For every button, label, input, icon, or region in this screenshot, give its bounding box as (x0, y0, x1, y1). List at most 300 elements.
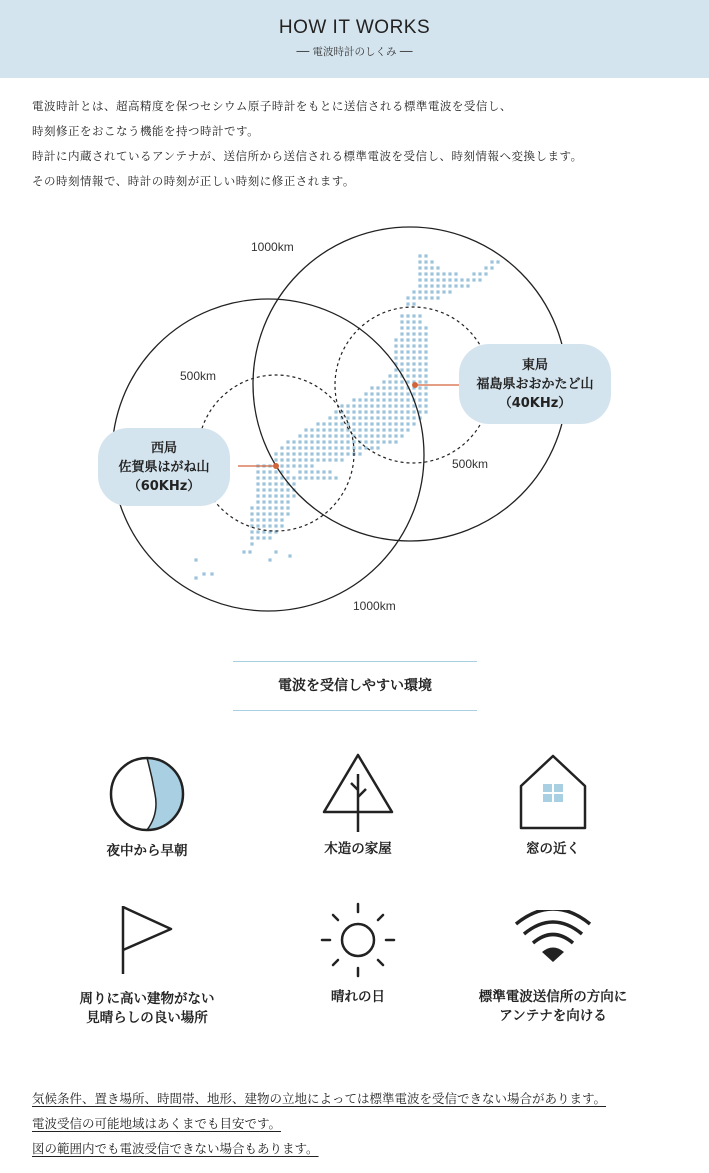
map-dot (298, 452, 301, 455)
map-dot (376, 398, 379, 401)
map-dot (352, 416, 355, 419)
map-dot (340, 458, 343, 461)
tree-icon (318, 752, 398, 834)
map-dot (262, 494, 265, 497)
map-dot (418, 356, 421, 359)
environment-item (248, 752, 468, 859)
map-dot (388, 392, 391, 395)
map-dot (352, 446, 355, 449)
map-dot (322, 428, 325, 431)
west-station-marker (273, 463, 279, 469)
map-dot (370, 416, 373, 419)
map-dot (412, 314, 415, 317)
map-dot (328, 422, 331, 425)
map-dot (406, 368, 409, 371)
note-line: 図の範囲内でも電波受信できない場合もあります。 (32, 1141, 319, 1156)
map-dot (256, 488, 259, 491)
map-dot (292, 458, 295, 461)
map-dot (352, 440, 355, 443)
map-dot (364, 416, 367, 419)
map-dot (406, 314, 409, 317)
map-dot (412, 296, 415, 299)
map-dot (424, 254, 427, 257)
map-dot (412, 344, 415, 347)
map-dot (388, 380, 391, 383)
map-dot (394, 374, 397, 377)
map-dot (400, 338, 403, 341)
east-station-marker (412, 382, 418, 388)
map-dot (424, 284, 427, 287)
map-dot (418, 380, 421, 383)
environment-caption: 木造の家屋 (324, 841, 392, 857)
inner-range-label-west: 500km (180, 369, 217, 383)
map-dot (304, 434, 307, 437)
map-dot (358, 452, 361, 455)
map-dot (388, 428, 391, 431)
map-dot (274, 500, 277, 503)
map-dot (322, 434, 325, 437)
map-dot (310, 434, 313, 437)
map-dot (430, 296, 433, 299)
map-dot (268, 524, 271, 527)
outer-range-label-top: 1000km (251, 240, 294, 254)
map-dot (406, 338, 409, 341)
map-dot (328, 458, 331, 461)
map-dot (418, 362, 421, 365)
map-dot (418, 374, 421, 377)
environment-item (443, 910, 663, 1026)
map-dot (286, 476, 289, 479)
map-dot (400, 368, 403, 371)
map-dot (292, 440, 295, 443)
map-dot (382, 428, 385, 431)
map-dot (316, 476, 319, 479)
map-dot (496, 260, 499, 263)
map-dot (334, 422, 337, 425)
map-dot (394, 416, 397, 419)
environment-caption: 窓の近く (526, 841, 580, 857)
map-dot (250, 518, 253, 521)
map-dot (298, 476, 301, 479)
map-dot (334, 476, 337, 479)
map-dot (310, 464, 313, 467)
map-dot (310, 428, 313, 431)
map-dot (424, 338, 427, 341)
map-dot (286, 470, 289, 473)
map-dot (328, 452, 331, 455)
map-dot (280, 446, 283, 449)
map-dot (286, 494, 289, 497)
map-dot (322, 452, 325, 455)
map-dot (376, 428, 379, 431)
map-dot (478, 272, 481, 275)
map-dot (268, 506, 271, 509)
map-dot (412, 368, 415, 371)
map-dot (322, 440, 325, 443)
map-dot (286, 446, 289, 449)
map-dot (418, 350, 421, 353)
map-dot (466, 284, 469, 287)
map-dot (286, 500, 289, 503)
map-dot (250, 536, 253, 539)
east-station-name: 東局 (521, 357, 548, 373)
map-dot (388, 404, 391, 407)
map-dot (316, 434, 319, 437)
map-dot (376, 392, 379, 395)
map-dot (436, 296, 439, 299)
map-dot (406, 374, 409, 377)
map-dot (406, 398, 409, 401)
map-dot (352, 398, 355, 401)
map-dot (256, 512, 259, 515)
map-dot (286, 458, 289, 461)
map-dot (316, 470, 319, 473)
map-dot (424, 344, 427, 347)
map-dot (412, 362, 415, 365)
environment-item (443, 752, 663, 859)
map-dot (364, 440, 367, 443)
map-dot (280, 482, 283, 485)
map-dot (442, 290, 445, 293)
map-dot (430, 284, 433, 287)
map-dot (394, 356, 397, 359)
map-dot (310, 476, 313, 479)
map-dot (316, 428, 319, 431)
map-dot (412, 422, 415, 425)
map-dot (406, 362, 409, 365)
map-dot (424, 380, 427, 383)
map-dot (262, 476, 265, 479)
map-dot (274, 452, 277, 455)
map-dot (418, 398, 421, 401)
map-dot (280, 506, 283, 509)
map-dot (288, 554, 291, 557)
map-dot (364, 446, 367, 449)
map-dot (418, 278, 421, 281)
intro-line: 時刻修正をおこなう機能を持つ時計です。 (32, 124, 260, 138)
east-station-frequency: （40KHz） (498, 395, 572, 411)
map-dot (436, 278, 439, 281)
map-dot (370, 434, 373, 437)
intro-line: 電波時計とは、超高精度を保つセシウム原子時計をもとに送信される標準電波を受信し、 (32, 99, 512, 113)
map-dot (292, 476, 295, 479)
environment-item (37, 902, 257, 1028)
map-dot (412, 326, 415, 329)
map-dot (262, 470, 265, 473)
map-dot (376, 386, 379, 389)
map-dot (454, 284, 457, 287)
map-dot (466, 278, 469, 281)
map-dot (316, 452, 319, 455)
map-dot (358, 446, 361, 449)
map-dot (262, 488, 265, 491)
map-dot (400, 362, 403, 365)
map-dot (370, 410, 373, 413)
map-dot (304, 446, 307, 449)
map-dot (256, 506, 259, 509)
map-dot (316, 422, 319, 425)
map-dot (394, 344, 397, 347)
map-dot (430, 260, 433, 263)
map-dot (388, 422, 391, 425)
map-dot (268, 494, 271, 497)
house-window-icon (513, 752, 593, 832)
map-dot (412, 332, 415, 335)
map-dot (418, 404, 421, 407)
map-dot (364, 410, 367, 413)
map-dot (400, 434, 403, 437)
map-dot (376, 446, 379, 449)
map-dot (418, 386, 421, 389)
west-station-location: 佐賀県はがね山 (118, 459, 210, 475)
map-dot (250, 542, 253, 545)
map-dot (358, 416, 361, 419)
map-dot (448, 290, 451, 293)
map-dot (194, 576, 197, 579)
map-dot (242, 550, 245, 553)
map-dot (286, 506, 289, 509)
map-dot (268, 518, 271, 521)
map-dot (382, 410, 385, 413)
map-dot (394, 422, 397, 425)
page-header (0, 0, 709, 78)
map-dot (376, 440, 379, 443)
map-dot (322, 476, 325, 479)
map-dot (454, 272, 457, 275)
map-dot (424, 332, 427, 335)
map-dot (394, 368, 397, 371)
map-dot (484, 272, 487, 275)
map-dot (210, 572, 213, 575)
map-dot (376, 404, 379, 407)
map-dot (340, 428, 343, 431)
map-dot (358, 404, 361, 407)
map-dot (358, 434, 361, 437)
map-dot (292, 494, 295, 497)
map-dot (316, 440, 319, 443)
map-dot (418, 392, 421, 395)
map-dot (256, 476, 259, 479)
map-dot (328, 476, 331, 479)
map-dot (286, 464, 289, 467)
map-dot (436, 290, 439, 293)
map-dot (346, 452, 349, 455)
map-dot (448, 284, 451, 287)
page-title: HOW IT WORKS (278, 17, 431, 38)
sun-icon (316, 898, 400, 982)
map-dot (400, 326, 403, 329)
map-dot (262, 530, 265, 533)
map-dot (340, 434, 343, 437)
map-dot (424, 410, 427, 413)
map-dot (328, 434, 331, 437)
map-dot (400, 314, 403, 317)
map-dot (310, 452, 313, 455)
map-dot (412, 410, 415, 413)
map-dot (370, 386, 373, 389)
map-dot (346, 434, 349, 437)
map-dot (292, 482, 295, 485)
notes (32, 1086, 702, 1161)
map-dot (400, 404, 403, 407)
map-dot (424, 290, 427, 293)
map-dot (328, 470, 331, 473)
map-dot (412, 374, 415, 377)
map-dot (460, 284, 463, 287)
map-dot (334, 458, 337, 461)
map-dot (382, 440, 385, 443)
map-dot (328, 440, 331, 443)
map-dot (364, 428, 367, 431)
map-dot (268, 558, 271, 561)
map-dot (292, 446, 295, 449)
map-dot (424, 392, 427, 395)
map-dot (376, 434, 379, 437)
wifi-signal-icon (513, 910, 593, 970)
map-dot (364, 392, 367, 395)
note-line: 気候条件、置き場所、時間帯、地形、建物の立地によっては標準電波を受信できない場合があります。 (32, 1091, 607, 1106)
map-dot (472, 278, 475, 281)
map-dot (346, 440, 349, 443)
map-dot (424, 386, 427, 389)
map-dot (316, 458, 319, 461)
map-dot (412, 392, 415, 395)
map-dot (316, 446, 319, 449)
map-dot (424, 326, 427, 329)
map-dot (370, 440, 373, 443)
map-dot (400, 344, 403, 347)
map-dot (448, 278, 451, 281)
map-dot (406, 344, 409, 347)
map-dot (262, 536, 265, 539)
map-dot (412, 338, 415, 341)
map-dot (430, 266, 433, 269)
map-dot (322, 422, 325, 425)
map-dot (298, 446, 301, 449)
map-dot (280, 458, 283, 461)
environment-caption: 周りに高い建物がない 見晴らしの良い場所 (79, 991, 215, 1026)
map-dot (418, 254, 421, 257)
map-dot (340, 440, 343, 443)
map-dot (262, 482, 265, 485)
map-dot (394, 380, 397, 383)
environment-caption: 晴れの日 (331, 989, 385, 1005)
map-dot (370, 392, 373, 395)
map-dot (250, 512, 253, 515)
map-dot (400, 416, 403, 419)
map-dot (388, 398, 391, 401)
map-dot (274, 476, 277, 479)
map-dot (298, 470, 301, 473)
map-dot (334, 434, 337, 437)
map-dot (334, 446, 337, 449)
map-dot (274, 518, 277, 521)
map-dot (274, 494, 277, 497)
map-dot (418, 338, 421, 341)
map-dot (436, 272, 439, 275)
map-dot (382, 434, 385, 437)
map-dot (256, 518, 259, 521)
map-dot (352, 410, 355, 413)
map-dot (280, 500, 283, 503)
map-dot (448, 272, 451, 275)
map-dot (346, 404, 349, 407)
map-dot (364, 422, 367, 425)
map-dot (328, 428, 331, 431)
west-station-frequency: （60KHz） (127, 478, 201, 494)
map-dot (394, 338, 397, 341)
map-dot (298, 458, 301, 461)
map-dot (400, 422, 403, 425)
coverage-map (0, 222, 709, 632)
map-dot (400, 386, 403, 389)
map-dot (418, 284, 421, 287)
map-dot (370, 404, 373, 407)
map-dot (346, 410, 349, 413)
map-dot (394, 410, 397, 413)
japan-map-dots (194, 254, 499, 579)
map-dot (352, 404, 355, 407)
map-dot (442, 278, 445, 281)
map-dot (394, 434, 397, 437)
flag-icon (107, 902, 187, 976)
map-dot (298, 464, 301, 467)
map-dot (424, 260, 427, 263)
map-dot (346, 446, 349, 449)
map-dot (262, 506, 265, 509)
map-dot (292, 452, 295, 455)
map-dot (424, 296, 427, 299)
map-dot (304, 440, 307, 443)
map-dot (274, 470, 277, 473)
intro-line: その時刻情報で、時計の時刻が正しい時刻に修正されます。 (32, 174, 355, 188)
map-dot (382, 386, 385, 389)
map-dot (412, 320, 415, 323)
map-dot (328, 446, 331, 449)
map-dot (406, 332, 409, 335)
map-dot (382, 404, 385, 407)
map-dot (418, 344, 421, 347)
map-dot (352, 422, 355, 425)
map-dot (298, 440, 301, 443)
map-dot (442, 284, 445, 287)
map-dot (388, 416, 391, 419)
map-dot (346, 416, 349, 419)
map-dot (358, 410, 361, 413)
map-dot (304, 458, 307, 461)
map-dot (394, 386, 397, 389)
map-dot (382, 392, 385, 395)
map-dot (424, 362, 427, 365)
map-dot (388, 440, 391, 443)
map-dot (490, 260, 493, 263)
map-dot (400, 350, 403, 353)
map-dot (418, 296, 421, 299)
east-station-bubble (459, 344, 611, 424)
map-dot (424, 272, 427, 275)
map-dot (340, 446, 343, 449)
map-dot (274, 488, 277, 491)
map-dot (286, 452, 289, 455)
map-dot (274, 550, 277, 553)
map-dot (412, 290, 415, 293)
map-dot (412, 356, 415, 359)
map-dot (304, 476, 307, 479)
moon-clock-icon (107, 754, 187, 834)
map-dot (460, 278, 463, 281)
map-dot (364, 404, 367, 407)
map-dot (274, 482, 277, 485)
